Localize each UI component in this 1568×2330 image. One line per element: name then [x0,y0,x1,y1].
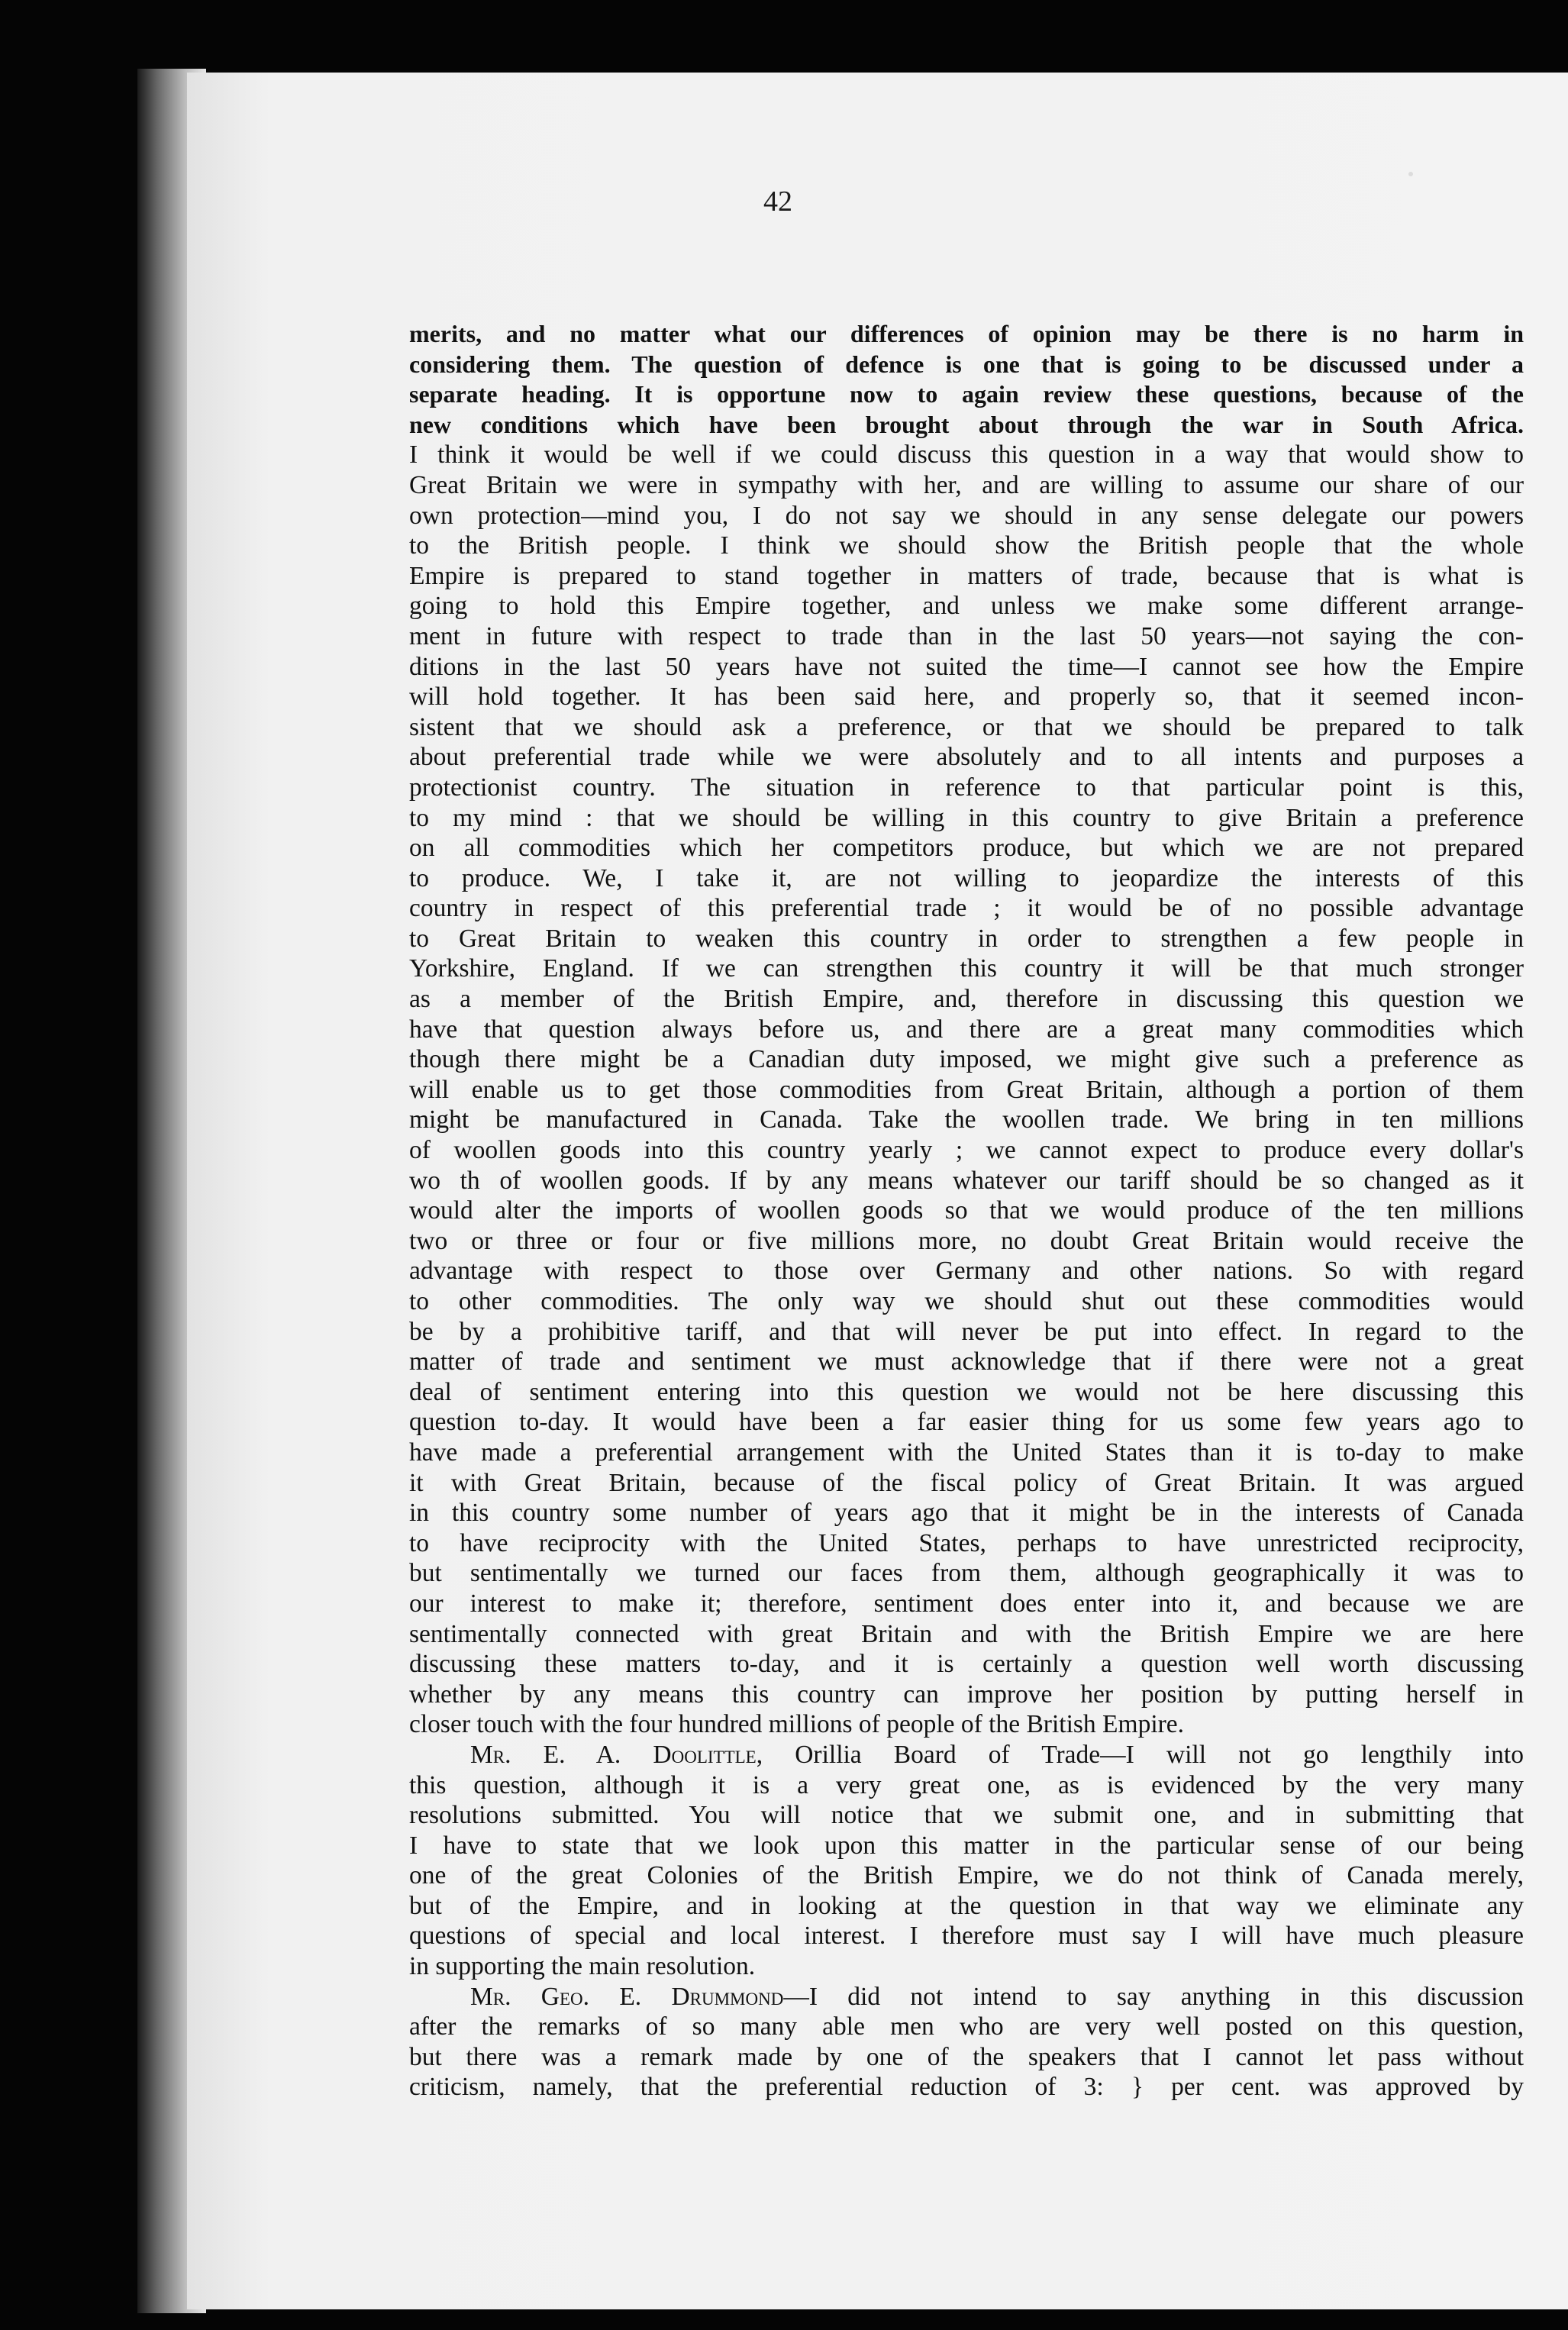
text-line: I think it would be well if we could discuss this question in a way that would show to [409,441,1524,470]
text-line: in supporting the main resolution. [409,1952,756,1981]
text-line: separate heading. It is opportune now to again review these questions, because of the [409,380,1524,408]
text-line: to Great Britain to weaken this country in order to strengthen a few people in [409,924,1524,953]
text-line: our interest to make it; therefore, sentiment does enter into it, and because we are [409,1589,1524,1618]
text-line: as a member of the British Empire, and, therefore in discussing this question we [409,985,1524,1014]
line-text: Orillia Board of Trade—I will not go lengthily into [763,1740,1524,1769]
text-line: though there might be a Canadian duty imposed, we might give such a preference as [409,1045,1524,1074]
text-line: question to-day. It would have been a far easier thing for us some few years ago to [409,1408,1524,1437]
text-line: wo th of woollen goods. If by any means whatever our tariff should be so changed as it [409,1166,1524,1195]
text-line: Empire is prepared to stand together in matters of trade, because that is what is [409,561,1524,590]
text-line [409,1982,1524,2012]
text-line: to have reciprocity with the United States, perhaps to have unrestricted reciprocity, [409,1528,1524,1557]
text-line: will hold together. It has been said here, and properly so, that it seemed incon- [409,683,1524,712]
text-line: be by a prohibitive tariff, and that will never be put into effect. In regard to the [409,1317,1524,1346]
text-line: to produce. We, I take it, are not willing to jeopardize the interests of this [409,863,1524,892]
text-line: ditions in the last 50 years have not suited the time—I cannot see how the Empire [409,652,1524,681]
text-line: but of the Empire, and in looking at the question in that way we eliminate any [409,1891,1524,1920]
text-line: resolutions submitted. You will notice that we submit one, and in submitting that [409,1801,1524,1830]
body-text [409,319,1524,2102]
text-line: on all commodities which her competitors produce, but which we are not prepared [409,834,1524,863]
page-number: 42 [763,186,792,218]
text-line: it with Great Britain, because of the fiscal policy of Great Britain. It was argued [409,1468,1524,1497]
text-line: about preferential trade while we were absolutely and to all intents and purposes a [409,743,1524,772]
text-line: after the remarks of so many able men who are very well posted on this question, [409,2012,1524,2041]
text-line: advantage with respect to those over Germany and other nations. So with regard [409,1257,1524,1286]
text-line: ment in future with respect to trade than in the last 50 years—not saying the con- [409,621,1524,650]
text-line: protectionist country. The situation in reference to that particular point is this, [409,773,1524,802]
text-line: deal of sentiment entering into this question we would not be here discussing this [409,1377,1524,1406]
text-line: going to hold this Empire together, and unless we make some different arrange- [409,592,1524,621]
text-line: of woollen goods into this country yearly ; we cannot expect to produce every dollar's [409,1136,1524,1165]
text-line: Great Britain we were in sympathy with her, and are willing to assume our share of our [409,470,1524,499]
line-text: —I did not intend to say anything in this discussion [783,1982,1524,2011]
text-line: to other commodities. The only way we should shut out these commodities would [409,1287,1524,1315]
scan-speck [1408,172,1413,176]
text-line: country in respect of this preferential trade ; it would be of no possible advantage [409,894,1524,923]
text-line: own protection—mind you, I do not say we should in any sense delegate our powers [409,501,1524,530]
text-line: but sentimentally we turned our faces from them, although geographically it was to [409,1559,1524,1588]
speaker-name: Mr. E. A. Doolittle, [470,1740,763,1769]
text-line: I have to state that we look upon this matter in the particular sense of our being [409,1831,1524,1860]
text-line: might be manufactured in Canada. Take the woollen trade. We bring in ten millions [409,1105,1524,1134]
text-line: discussing these matters to-day, and it is certainly a question well worth discussing [409,1650,1524,1679]
text-line: to my mind : that we should be willing in this country to give Britain a preference [409,803,1524,832]
text-line: in this country some number of years ago that it might be in the interests of Canada [409,1499,1524,1528]
text-line: Yorkshire, England. If we can strengthen this country it will be that much stronger [409,954,1524,983]
text-line: sistent that we should ask a preference, or that we should be prepared to talk [409,712,1524,741]
text-line: matter of trade and sentiment we must acknowledge that if there were not a great [409,1347,1524,1376]
text-line: one of the great Colonies of the British Empire, we do not think of Canada merely, [409,1861,1524,1890]
speaker-name: Mr. Geo. E. Drummond [470,1982,784,2011]
text-line: criticism, namely, that the preferential reduction of 3: } per cent. was approved by [409,2073,1524,2102]
text-line: would alter the imports of woollen goods so that we would produce of the ten millions [409,1196,1524,1225]
text-line: but there was a remark made by one of the speakers that I cannot let pass without [409,2042,1524,2071]
text-line: sentimentally connected with great Britain and with the British Empire we are here [409,1619,1524,1648]
text-line: merits, and no matter what our differences of opinion may be there is no harm in [409,320,1524,347]
text-line: will enable us to get those commodities from Great Britain, although a portion of them [409,1075,1524,1104]
text-line: closer touch with the four hundred millions of people of the British Empire. [409,1710,1185,1739]
text-line: new conditions which have been brought about through the war in South Africa. [409,410,1524,438]
text-line: questions of special and local interest. I therefore must say I will have much pleasure [409,1922,1524,1951]
text-line: whether by any means this country can improve her position by putting herself in [409,1680,1524,1709]
text-line: this question, although it is a very great one, as is evidenced by the very many [409,1770,1524,1799]
text-line: considering them. The question of defence is one that is going to be discussed under a [409,350,1524,378]
text-line: have made a preferential arrangement with the United States than it is to-day to make [409,1438,1524,1467]
text-line: two or three or four or five millions more, no doubt Great Britain would receive the [409,1226,1524,1255]
text-line: have that question always before us, and there are a great many commodities which [409,1015,1524,1044]
text-line: to the British people. I think we should show the British people that the whole [409,531,1524,560]
text-line [409,1740,1524,1770]
